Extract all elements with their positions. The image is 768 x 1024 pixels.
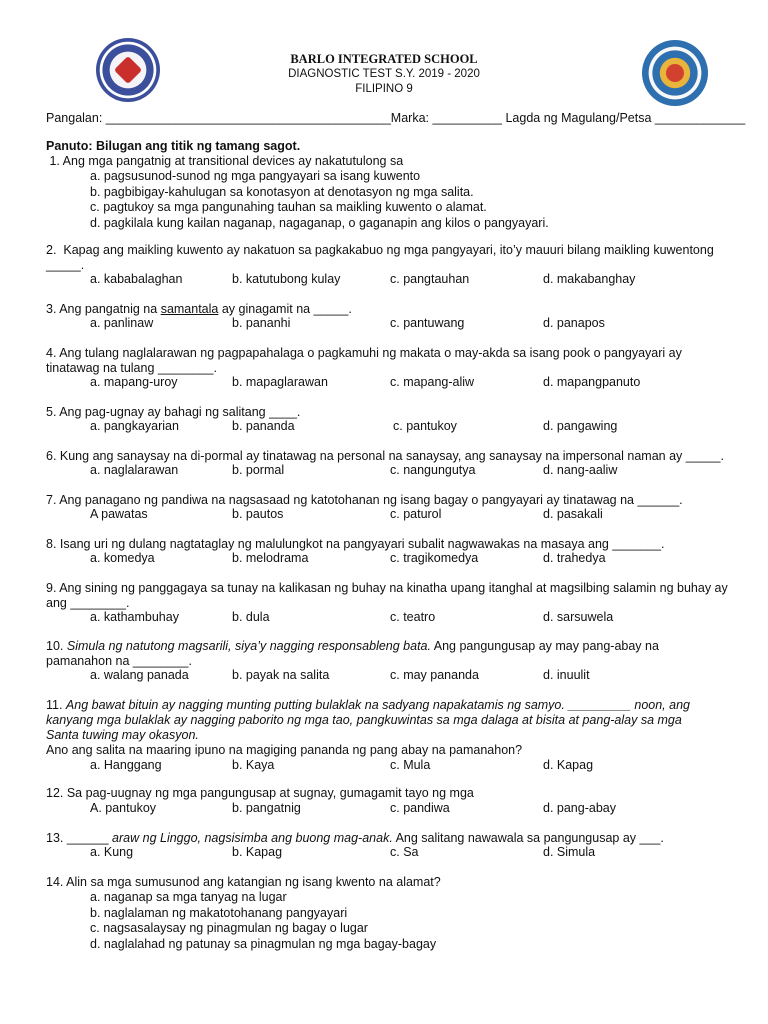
passage-line-1: Ang bawat bituin ay nagging munting putting bulaklak na sadyang napakatamis ng samyo. _________ noon, ang — [65, 698, 690, 712]
question-4-line-1: 4. Ang tulang naglalarawan ng pagpapahalaga o pagkamuhi ng makata o may-akda sa isang pook o pangyayari ay — [46, 346, 682, 360]
question-10-text: Ang pangungusap ay may pang-abay na — [430, 639, 659, 653]
choice-b[interactable]: b. pautos — [232, 507, 284, 521]
choice-c[interactable]: c. may pananda — [390, 668, 479, 682]
question-8: 8. Isang uri ng dulang nagtataglay ng malulungkot na pangyayari subalit nagwawakas na masaya ang _______. — [46, 537, 665, 551]
question-10-line-1 — [46, 639, 730, 654]
choice-b[interactable]: b. pormal — [232, 463, 285, 477]
question-3-text-end: ay ginagamit na _____. — [218, 302, 352, 316]
choice-c[interactable]: c. teatro — [390, 610, 436, 624]
school-name: BARLO INTEGRATED SCHOOL — [290, 52, 478, 66]
choice-a[interactable]: a. pagsusunod-sunod ng mga pangyayari sa isang kuwento — [90, 169, 421, 183]
question-10-line-2: pamanahon na ________. — [46, 654, 192, 668]
example-sentence: araw ng Linggo, nagsisimba ang buong mag-anak. — [112, 831, 393, 845]
choice-b[interactable]: b. pangatnig — [232, 801, 301, 815]
question-8-choices — [90, 551, 690, 566]
division-office-seal-logo — [642, 40, 708, 106]
choice-b[interactable]: b. pagbibigay-kahulugan sa konotasyon at denotasyon ng mga salita. — [90, 184, 474, 199]
choice-d[interactable]: d. pagkilala kung kailan naganap, nagaganap, o gaganapin ang kilos o pangyayari. — [90, 215, 549, 230]
choice-c[interactable]: c. Mula — [390, 758, 431, 772]
choice-b[interactable]: b. Kapag — [232, 845, 283, 859]
choice-d[interactable]: d. pasakali — [543, 507, 603, 521]
question-2-choices — [90, 272, 690, 287]
question-10 — [46, 639, 730, 669]
choice-a[interactable]: a. Kung — [90, 845, 134, 859]
choice-d[interactable]: d. Kapag — [543, 758, 594, 772]
choice-a[interactable]: a. kathambuhay — [90, 610, 179, 624]
choice-d[interactable]: d. trahedya — [543, 551, 606, 565]
choice-a[interactable]: a. komedya — [90, 551, 155, 565]
question-number: 11. — [46, 698, 66, 712]
choice-c[interactable]: c. pandiwa — [390, 801, 450, 815]
question-9-choices — [90, 610, 690, 625]
choice-a[interactable]: a. walang panada — [90, 668, 189, 682]
choice-b[interactable]: b. Kaya — [232, 758, 275, 772]
choice-c[interactable]: c. pantuwang — [390, 316, 465, 330]
question-4 — [46, 346, 730, 376]
choice-a[interactable]: a. naglalarawan — [90, 463, 179, 477]
choice-a[interactable]: A pawatas — [90, 507, 148, 521]
question-2 — [46, 243, 730, 273]
choice-b[interactable]: b. pananda — [232, 419, 295, 433]
choice-c[interactable]: c. nangungutya — [390, 463, 476, 477]
question-11-line-2 — [46, 713, 730, 728]
choice-c[interactable]: c. pantukoy — [393, 419, 457, 433]
choice-a[interactable]: a. kababalaghan — [90, 272, 183, 286]
question-2-line-2: _____. — [46, 258, 85, 272]
question-11-line-3 — [46, 728, 730, 743]
question-4-line-2: tinatawag na tulang ________. — [46, 361, 217, 375]
document-header — [0, 0, 768, 110]
question-14-choices — [90, 890, 436, 952]
choice-c[interactable]: c. pagtukoy sa mga pangunahing tauhan sa maikling kuwento o alamat. — [90, 200, 487, 214]
question-13-text: Ang salitang nawawala sa pangungusap ay ___. — [392, 831, 664, 845]
question-3-text: 3. Ang pangatnig na — [46, 302, 161, 316]
passage-line-2: kanyang mga bulaklak ay nagging paborito ng mga tao, pangkuwintas sa mga dalaga at bisita at pang-alay sa mga — [46, 713, 682, 727]
question-4-choices — [90, 375, 690, 390]
choice-d[interactable]: d. pang-abay — [543, 801, 616, 815]
question-9-line-1: 9. Ang sining ng panggagaya sa tunay na kalikasan ng buhay na kinatha upang itanghal at magsilbing salamin ng buhay ay — [46, 581, 728, 595]
underlined-word: samantala — [160, 302, 219, 316]
question-5-choices — [90, 419, 690, 434]
choice-a[interactable]: a. Hanggang — [90, 758, 162, 772]
instructions: Panuto: Bilugan ang titik ng tamang sagot. — [46, 139, 301, 153]
question-13-choices — [90, 845, 690, 860]
question-13 — [46, 831, 730, 846]
question-9-line-2: ang ________. — [46, 596, 130, 610]
passage-line-3: Santa tuwing may okasyon. — [46, 728, 199, 742]
choice-c[interactable]: c. Sa — [390, 845, 419, 859]
question-10-choices — [90, 668, 690, 683]
choice-d[interactable]: d. nang-aaliw — [543, 463, 618, 477]
question-6: 6. Kung ang sanaysay na di-pormal ay tinatawag na personal na sanaysay, ang sanaysay na impersonal naman ay _____. — [46, 449, 724, 463]
choice-d[interactable]: d. makabanghay — [543, 272, 636, 286]
question-11 — [46, 698, 730, 758]
choice-d[interactable]: d. naglalahad ng patunay sa pinagmulan ng mga bagay-bagay — [90, 936, 437, 951]
question-11-line-1 — [46, 698, 730, 713]
choice-b[interactable]: b. mapaglarawan — [232, 375, 328, 389]
question-13-blank: 13. ______ — [46, 831, 113, 845]
question-7: 7. Ang panagano ng pandiwa na nagsasaad ng katotohanan ng isang bagay o pangyayari ay tinatawag na ______. — [46, 493, 683, 507]
question-14: 14. Alin sa mga sumusunod ang katangian ng isang kwento na alamat? — [46, 875, 441, 889]
choice-d[interactable]: d. mapangpanuto — [543, 375, 641, 389]
choice-a[interactable]: a. naganap sa mga tanyag na lugar — [90, 890, 287, 904]
question-3-choices — [90, 316, 690, 331]
choice-b[interactable]: b. melodrama — [232, 551, 309, 565]
choice-b[interactable]: b. payak na salita — [232, 668, 330, 682]
question-11-choices — [90, 758, 690, 773]
question-1-choices — [90, 169, 549, 231]
choice-d[interactable]: d. Simula — [543, 845, 596, 859]
choice-c[interactable]: c. mapang-aliw — [390, 375, 475, 389]
subject-title: FILIPINO 9 — [355, 83, 413, 95]
choice-c[interactable]: c. pangtauhan — [390, 272, 470, 286]
question-number: 10. — [46, 639, 67, 653]
choice-b[interactable]: b. katutubong kulay — [232, 272, 341, 286]
question-11-prompt: Ano ang salita na maaring ipuno na magiging pananda ng pang abay na pamanahon? — [46, 743, 523, 757]
example-sentence: Simula ng natutong magsarili, siya’y nagging responsableng bata. — [66, 639, 431, 653]
seal-emblem-icon — [666, 64, 684, 82]
student-info-line: Pangalan: _________________________________________Marka: __________ Lagda ng Magulang/Petsa _____________ — [46, 111, 746, 125]
question-5: 5. Ang pag-ugnay ay bahagi ng salitang ____. — [46, 405, 301, 419]
question-12: 12. Sa pag-uugnay ng mga pangungusap at sugnay, gumagamit tayo ng mga — [46, 786, 474, 800]
choice-a[interactable]: a. pangkayarian — [90, 419, 179, 433]
choice-a[interactable]: A. pantukoy — [90, 801, 157, 815]
choice-d[interactable]: d. sarsuwela — [543, 610, 614, 624]
question-3 — [46, 302, 730, 317]
choice-d[interactable]: d. pangawing — [543, 419, 618, 433]
question-12-choices — [90, 801, 690, 816]
choice-b[interactable]: b. naglalaman ng makatotohanang pangyayari — [90, 905, 348, 920]
choice-d[interactable]: d. inuulit — [543, 668, 590, 682]
choice-c[interactable]: c. nagsasalaysay ng pinagmulan ng bagay o lugar — [90, 921, 368, 935]
choice-b[interactable]: b. pananhi — [232, 316, 291, 330]
choice-c[interactable]: c. paturol — [390, 507, 442, 521]
choice-c[interactable]: c. tragikomedya — [390, 551, 479, 565]
question-6-choices — [90, 463, 690, 478]
question-7-choices — [90, 507, 690, 522]
question-9 — [46, 581, 730, 611]
choice-a[interactable]: a. mapang-uroy — [90, 375, 178, 389]
choice-a[interactable]: a. panlinaw — [90, 316, 154, 330]
choice-b[interactable]: b. dula — [232, 610, 270, 624]
choice-d[interactable]: d. panapos — [543, 316, 605, 330]
test-title: DIAGNOSTIC TEST S.Y. 2019 - 2020 — [288, 68, 480, 80]
question-1: 1. Ang mga pangatnig at transitional devices ay nakatutulong sa — [46, 154, 404, 168]
question-2-line-1: 2. Kapag ang maikling kuwento ay nakatuon sa pagkakabuo ng mga pangyayari, ito’y mauuri bilang maikling kuwentong — [46, 243, 714, 257]
